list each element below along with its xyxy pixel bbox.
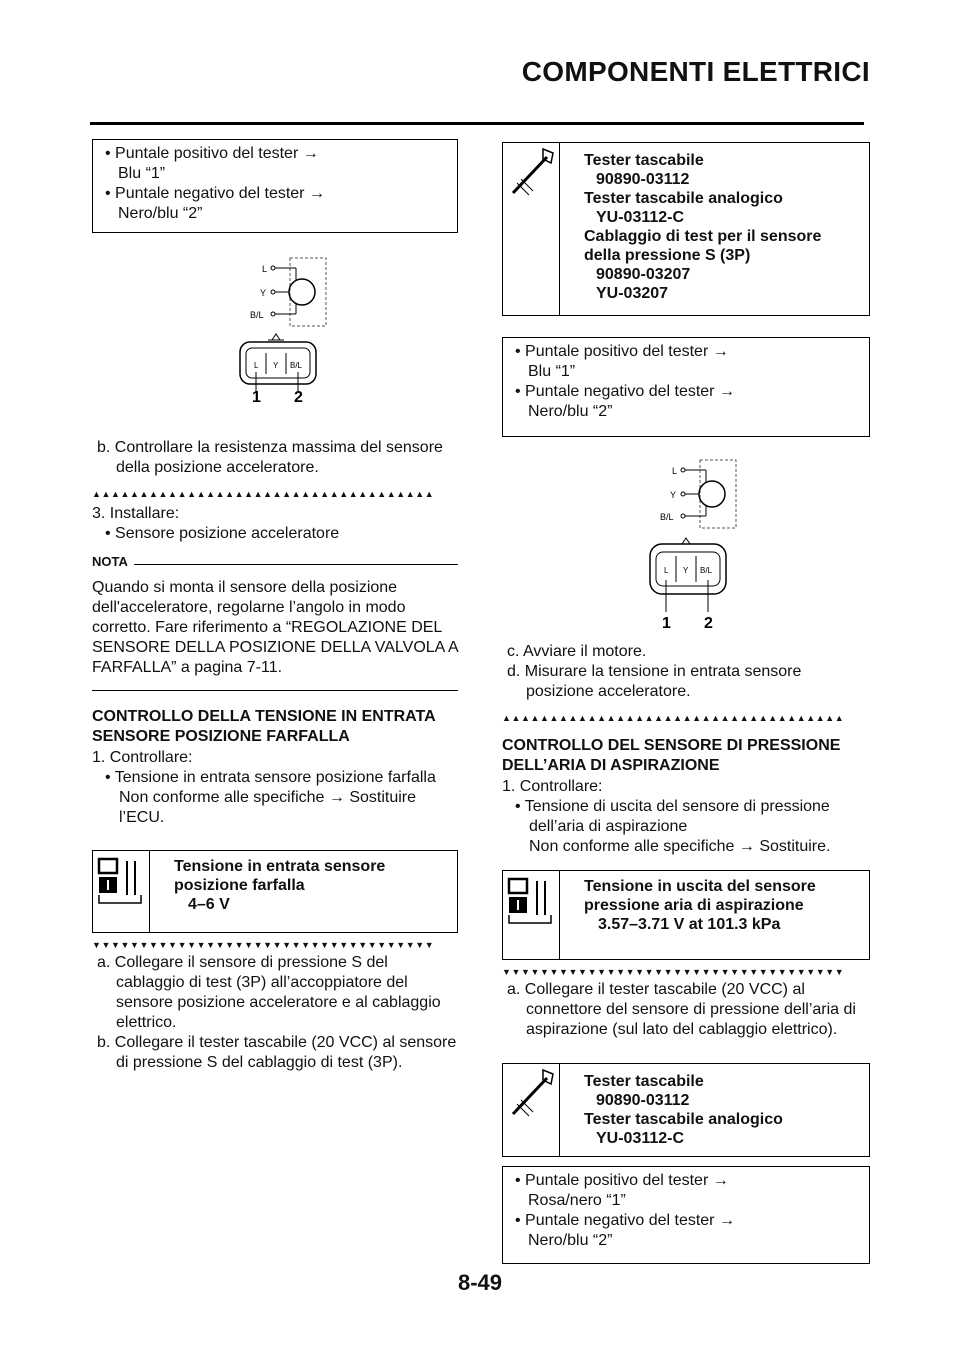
nota-label: NOTA	[92, 554, 128, 569]
connector-pin-2: Y	[683, 566, 689, 575]
pin-label-1: L	[262, 264, 268, 274]
probe-box-right-wrap	[502, 337, 870, 437]
map-step-1-note: Non conforme alle specifiche → Sostituire.	[529, 838, 831, 855]
probe-box-right	[502, 337, 870, 437]
connector-pin-2: Y	[273, 361, 279, 370]
tps-step-1-note: Non conforme alle specifiche → Sostituire l’ECU.	[119, 789, 417, 826]
callout-1: 1	[252, 389, 261, 402]
callout-1: 1	[662, 615, 671, 632]
tool-name-2: Tester tascabile analogico	[584, 1111, 783, 1128]
tool-box-2	[502, 1063, 870, 1157]
probe-box-left	[92, 139, 458, 233]
triangle-divider-down: ▼▼▼▼▼▼▼▼▼▼▼▼▼▼▼▼▼▼▼▼▼▼▼▼▼▼▼▼▼▼▼▼▼▼▼▼	[502, 967, 845, 977]
probe-negative: • Puntale negativo del tester →	[515, 383, 735, 400]
tps-step-b: b. Collegare il tester tascabile (20 VCC) al sensore di pressione S del cablaggio di test (3P).	[97, 1034, 457, 1071]
step-3-item: • Sensore posizione acceleratore	[105, 525, 340, 542]
step-d: d. Misurare la tensione in entrata sensore posizione acceleratore.	[507, 663, 802, 700]
spec-box-tps	[92, 850, 458, 933]
tool-code-3a: 90890-03207	[596, 266, 691, 283]
pin-label-2: Y	[670, 490, 677, 500]
tool-name-1: Tester tascabile	[584, 1073, 704, 1090]
left-column	[92, 139, 458, 233]
section-heading-tps: CONTROLLO DELLA TENSIONE IN ENTRATA SENSORE POSIZIONE FARFALLA	[92, 708, 436, 745]
probe-positive: • Puntale positivo del tester →	[515, 343, 729, 360]
step-b: b. Controllare la resistenza massima del sensore della posizione acceleratore.	[97, 439, 443, 476]
probe-box-right-2-wrap	[502, 1166, 870, 1264]
tool-name-3: Cablaggio di test per il sensore della pressione S (3P)	[584, 228, 822, 264]
connector-pin-3: B/L	[290, 361, 303, 370]
probe-positive-color: Rosa/nero “1”	[528, 1192, 626, 1209]
page-number: 8-49	[457, 1270, 503, 1295]
right-column-text	[502, 642, 870, 857]
map-step-1: 1. Controllare:	[502, 778, 603, 795]
pin-label-2: Y	[260, 288, 267, 298]
spec-value-map: 3.57–3.71 V at 101.3 kPa	[598, 916, 781, 933]
tool-code-2: YU-03112-C	[596, 1130, 685, 1147]
connector-diagram-right	[646, 456, 756, 632]
spec-label-tps: Tensione in entrata sensore posizione farfalla	[174, 858, 386, 894]
wrench-tool-icon	[503, 1064, 560, 1156]
probe-negative-color: Nero/blu “2”	[528, 1232, 613, 1249]
nota-text: Quando si monta il sensore della posizione dell'acceleratore, regolarne l’angolo in modo corretto. Fare riferimento a “REGOLAZIONE DEL SENSORE DELLA POSIZIONE DELLA VALVOLA A FARFALLA” a pagina 7-11.	[92, 579, 458, 676]
tool-code-1: 90890-03112	[596, 171, 690, 188]
pin-label-3: B/L	[250, 310, 264, 320]
probe-positive-color: Blu “1”	[528, 363, 576, 380]
nota-end-rule	[92, 690, 458, 691]
wrench-tool-icon	[503, 143, 560, 315]
spec-value-tps: 4–6 V	[188, 896, 230, 913]
tool-code-1: 90890-03112	[596, 1092, 690, 1109]
connector-diagram-left	[236, 254, 346, 402]
callout-2: 2	[704, 615, 713, 632]
map-step-a: a. Collegare il tester tascabile (20 VCC) al connettore del sensore di pressione dell’aria di aspirazione (sul lato del cablaggio elettrico).	[507, 981, 856, 1038]
probe-positive: • Puntale positivo del tester →	[105, 145, 319, 162]
tool-code-2: YU-03112-C	[596, 209, 685, 226]
nota-heading	[92, 552, 458, 572]
triangle-divider-up: ▲▲▲▲▲▲▲▲▲▲▲▲▲▲▲▲▲▲▲▲▲▲▲▲▲▲▲▲▲▲▲▲▲▲▲▲	[92, 489, 435, 499]
callout-2: 2	[294, 389, 303, 402]
pin-label-1: L	[672, 466, 678, 476]
step-3: 3. Installare:	[92, 505, 180, 522]
step-c: c. Avviare il motore.	[507, 643, 647, 660]
tool-name-1: Tester tascabile	[584, 152, 704, 169]
spec-box-map	[502, 870, 870, 960]
multimeter-icon	[93, 851, 150, 932]
triangle-divider-up: ▲▲▲▲▲▲▲▲▲▲▲▲▲▲▲▲▲▲▲▲▲▲▲▲▲▲▲▲▲▲▲▲▲▲▲▲	[502, 713, 845, 723]
tool-box-1	[502, 142, 870, 316]
map-step-1-item: • Tensione di uscita del sensore di pressione dell’aria di aspirazione	[515, 798, 830, 835]
left-column-text	[92, 438, 458, 828]
connector-pin-3: B/L	[700, 566, 713, 575]
section-heading-map: CONTROLLO DEL SENSORE DI PRESSIONE DELL’ARIA DI ASPIRAZIONE	[502, 737, 841, 774]
tps-step-1: 1. Controllare:	[92, 749, 193, 766]
connector-pin-1: L	[254, 361, 259, 370]
tool-name-2: Tester tascabile analogico	[584, 190, 783, 207]
probe-negative: • Puntale negativo del tester →	[105, 185, 325, 202]
left-column-bottom	[92, 939, 458, 1073]
probe-box-right-2	[502, 1166, 870, 1264]
tps-step-a: a. Collegare il sensore di pressione S del cablaggio di test (3P) all’accoppiatore del sensore posizione acceleratore e al cablaggio elettrico.	[97, 954, 441, 1031]
probe-positive-color: Blu “1”	[118, 165, 166, 182]
triangle-divider-down: ▼▼▼▼▼▼▼▼▼▼▼▼▼▼▼▼▼▼▼▼▼▼▼▼▼▼▼▼▼▼▼▼▼▼▼▼	[92, 940, 435, 950]
connector-pin-1: L	[664, 566, 669, 575]
probe-negative-color: Nero/blu “2”	[118, 205, 203, 222]
probe-negative: • Puntale negativo del tester →	[515, 1212, 735, 1229]
pin-label-3: B/L	[660, 512, 674, 522]
tps-step-1-item: • Tensione in entrata sensore posizione farfalla	[105, 769, 436, 786]
right-column-bottom	[502, 966, 870, 1040]
page-title: COMPONENTI ELETTRICI	[521, 56, 870, 87]
spec-label-map: Tensione in uscita del sensore pressione aria di aspirazione	[584, 878, 816, 914]
probe-positive: • Puntale positivo del tester →	[515, 1172, 729, 1189]
multimeter-icon	[503, 871, 560, 959]
header-rule	[90, 122, 864, 125]
tool-code-3b: YU-03207	[596, 285, 669, 302]
probe-negative-color: Nero/blu “2”	[528, 403, 613, 420]
